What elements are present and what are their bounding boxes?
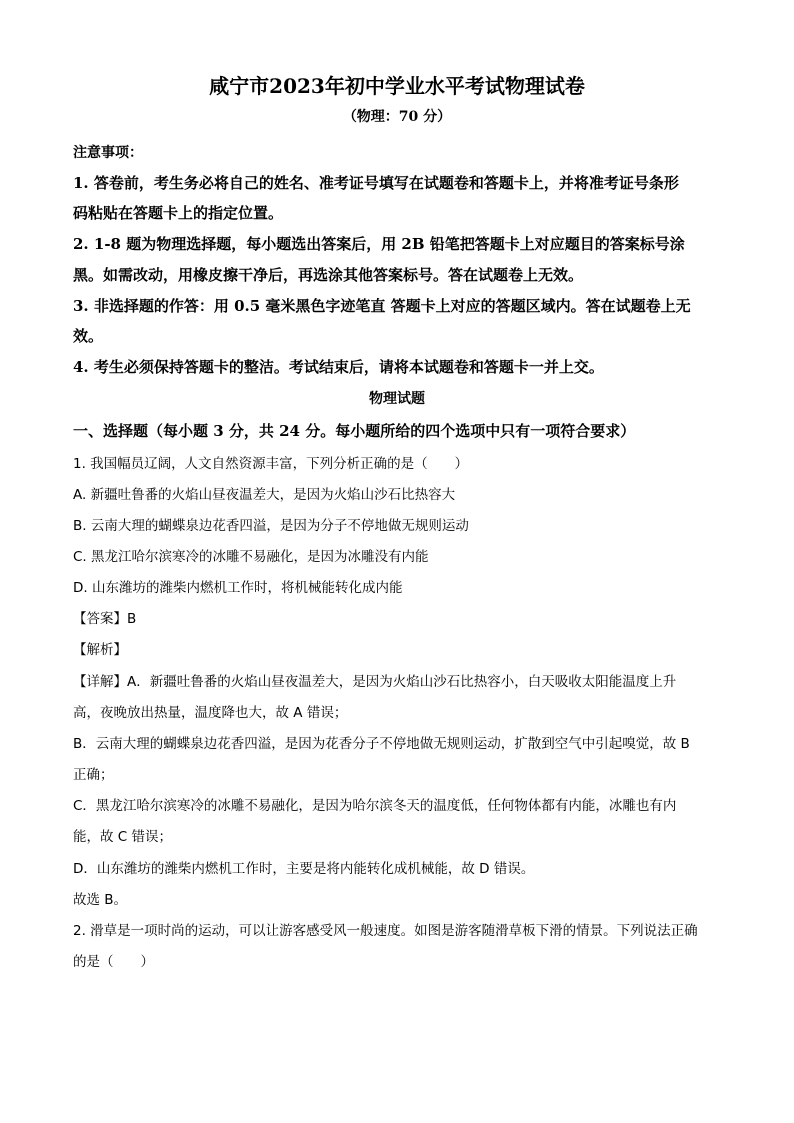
notice-line: 4. 考生必须保持答题卡的整洁。考试结束后，请将本试题卷和答题卡一并上交。 [73, 358, 604, 376]
detail-line: 故选 B。 [73, 892, 128, 908]
detail-line: 能，故 C 错误； [73, 829, 173, 845]
part-heading: 一、选择题（每小题 3 分，共 24 分。每小题所给的四个选项中只有一项符合要求） [73, 422, 636, 440]
option-c: C. 黑龙江哈尔滨寒冷的冰雕不易融化，是因为冰雕没有内能 [73, 549, 429, 565]
detail-line: 正确； [73, 767, 114, 783]
question-stem: 2. 滑草是一项时尚的运动，可以让游客感受风一般速度。如图是游客随滑草板下滑的情景。下列说法正确 [73, 923, 698, 939]
notice-line: 黑。如需改动，用橡皮擦干净后，再选涂其他答案标号。答在试题卷上无效。 [73, 266, 584, 284]
detail-line: C．黑龙江哈尔滨寒冷的冰雕不易融化，是因为哈尔滨冬天的温度低，任何物体都有内能，冰雕也有内 [73, 798, 677, 814]
notice-line: 码粘贴在答题卡上的指定位置。 [73, 204, 284, 222]
notice-line: 效。 [73, 327, 104, 345]
question-stem: 的是（ ） [73, 954, 154, 970]
detail-line: D．山东潍坊的潍柴内燃机工作时，主要是将内能转化成机械能，故 D 错误。 [73, 861, 535, 877]
question-stem: 1. 我国幅员辽阔，人文自然资源丰富，下列分析正确的是（ ） [73, 456, 469, 472]
notice-line: 2. 1-8 题为物理选择题，每小题选出答案后，用 2B 铅笔把答题卡上对应题目的答案标号涂 [73, 235, 685, 253]
notice-heading: 注意事项： [73, 145, 143, 161]
analysis-label: 【解析】 [73, 642, 127, 658]
option-b: B. 云南大理的蝴蝶泉边花香四溢，是因为分子不停地做无规则运动 [73, 518, 469, 534]
notice-line: 1. 答卷前，考生务必将自己的姓名、准考证号填写在试题卷和答题卡上，并将准考证号条形 [73, 174, 679, 192]
detail-line: 【详解】A．新疆吐鲁番的火焰山昼夜温差大，是因为火焰山沙石比热容小，白天吸收太阳能温度上升 [73, 674, 677, 690]
detail-line: 高，夜晚放出热量，温度降也大，故 A 错误； [73, 705, 348, 721]
option-d: D. 山东潍坊的潍柴内燃机工作时，将机械能转化成内能 [73, 580, 403, 596]
section-title: 物理试题 [369, 391, 425, 407]
detail-line: B．云南大理的蝴蝶泉边花香四溢，是因为花香分子不停地做无规则运动，扩散到空气中引起嗅觉，故 B [73, 736, 690, 752]
page-title: 咸宁市2023年初中学业水平考试物理试卷 [209, 74, 585, 98]
answer-label: 【答案】B [73, 611, 137, 627]
score-subtitle: （物理：70 分） [342, 109, 452, 125]
option-a: A. 新疆吐鲁番的火焰山昼夜温差大，是因为火焰山沙石比热容大 [73, 487, 456, 503]
notice-line: 3. 非选择题的作答：用 0.5 毫米黑色字迹笔直 答题卡上对应的答题区域内。答在试题卷上无 [73, 297, 691, 315]
